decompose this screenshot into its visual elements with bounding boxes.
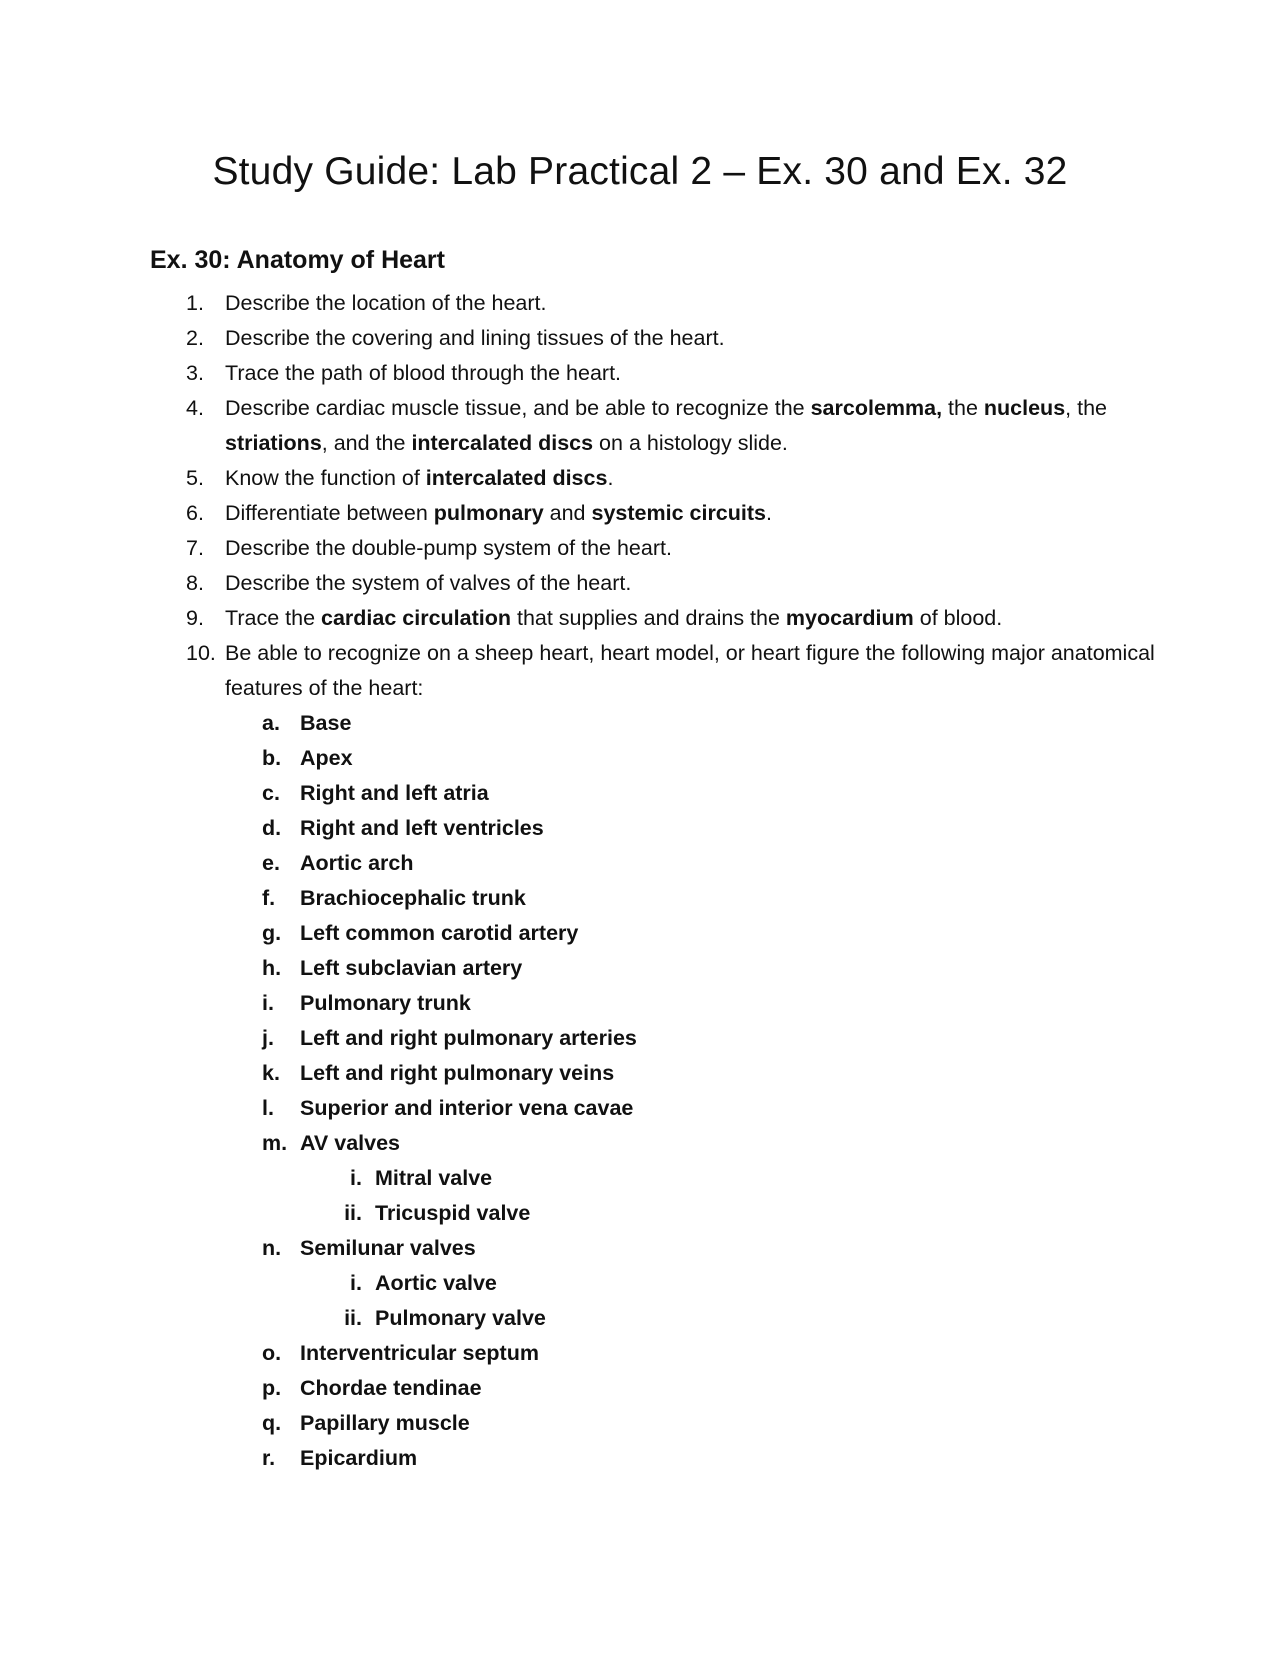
subfeature-label: Pulmonary valve [375, 1306, 546, 1330]
feature-letter: h. [262, 956, 282, 980]
feature-item [225, 951, 1180, 986]
feature-item [225, 986, 1180, 1021]
question-number: 3. [186, 361, 204, 385]
study-question [0, 391, 1280, 461]
study-question [0, 461, 1280, 496]
study-question [0, 566, 1280, 601]
subfeature-list [300, 1161, 1180, 1231]
feature-label: AV valves [300, 1131, 401, 1155]
key-term: intercalated discs [425, 466, 608, 490]
feature-item [225, 811, 1180, 846]
subfeature-list [300, 1266, 1180, 1336]
subfeature-numeral: i. [350, 1166, 362, 1190]
feature-letter: p. [262, 1376, 282, 1400]
question-number: 6. [186, 501, 204, 525]
key-term: intercalated discs [411, 431, 594, 455]
text-segment: of blood. [913, 606, 1003, 630]
feature-letter: g. [262, 921, 282, 945]
question-text [225, 606, 1002, 630]
feature-item [225, 1091, 1180, 1126]
question-text [225, 501, 772, 525]
study-question [0, 321, 1280, 356]
text-segment: , and the [321, 431, 412, 455]
feature-item [225, 1021, 1180, 1056]
text-segment: the [942, 396, 984, 420]
key-term: pulmonary [433, 501, 544, 525]
feature-item [225, 1336, 1180, 1371]
text-segment: Describe the covering and lining tissues of the heart. [225, 326, 725, 350]
feature-label: Epicardium [300, 1446, 418, 1470]
feature-item [225, 1406, 1180, 1441]
feature-list [225, 706, 1180, 1476]
text-segment: Describe cardiac muscle tissue, and be able to recognize the [225, 396, 811, 420]
question-text [225, 571, 631, 595]
feature-letter: j. [262, 1026, 274, 1050]
question-text [225, 361, 621, 385]
key-term: systemic circuits [591, 501, 766, 525]
study-question [0, 286, 1280, 321]
study-question [0, 531, 1280, 566]
text-segment: on a histology slide. [593, 431, 788, 455]
text-segment: that supplies and drains the [511, 606, 786, 630]
subfeature-item [300, 1161, 1180, 1196]
text-segment: and [543, 501, 592, 525]
subfeature-label: Mitral valve [375, 1166, 493, 1190]
feature-label: Aortic arch [300, 851, 414, 875]
feature-label: Right and left ventricles [300, 816, 544, 840]
key-term: myocardium [785, 606, 914, 630]
feature-letter: q. [262, 1411, 282, 1435]
study-question-list [0, 286, 1280, 1476]
subfeature-numeral: ii. [344, 1306, 362, 1330]
feature-item [225, 916, 1180, 951]
study-question [0, 636, 1280, 1476]
question-text [225, 536, 672, 560]
feature-letter: n. [262, 1236, 282, 1260]
key-term: nucleus [983, 396, 1066, 420]
feature-label: Papillary muscle [300, 1411, 470, 1435]
feature-item [225, 1231, 1180, 1336]
feature-label: Interventricular septum [300, 1341, 539, 1365]
question-text [225, 641, 1155, 700]
page-title: Study Guide: Lab Practical 2 – Ex. 30 and Ex. 32 [212, 150, 1068, 193]
text-segment: Know the function of [225, 466, 426, 490]
feature-label: Left and right pulmonary arteries [300, 1026, 637, 1050]
subfeature-numeral: ii. [344, 1201, 362, 1225]
feature-item [225, 776, 1180, 811]
text-segment: Describe the location of the heart. [225, 291, 547, 315]
text-segment: Trace the [225, 606, 321, 630]
key-term: sarcolemma, [810, 396, 943, 420]
feature-letter: c. [262, 781, 280, 805]
feature-letter: d. [262, 816, 282, 840]
feature-label: Left and right pulmonary veins [300, 1061, 615, 1085]
question-number: 2. [186, 326, 204, 350]
feature-label: Left common carotid artery [300, 921, 579, 945]
text-segment: . [766, 501, 772, 525]
feature-label: Pulmonary trunk [300, 991, 471, 1015]
feature-letter: o. [262, 1341, 282, 1365]
feature-letter: l. [262, 1096, 274, 1120]
feature-item [225, 881, 1180, 916]
question-number: 10. [186, 641, 216, 665]
subfeature-numeral: i. [350, 1271, 362, 1295]
feature-item [225, 1371, 1180, 1406]
subfeature-item [300, 1301, 1180, 1336]
text-segment: Describe the double-pump system of the heart. [225, 536, 672, 560]
feature-label: Apex [300, 746, 353, 770]
feature-item [225, 1056, 1180, 1091]
feature-label: Right and left atria [300, 781, 489, 805]
question-number: 9. [186, 606, 204, 630]
feature-letter: m. [262, 1131, 288, 1155]
text-segment: Differentiate between [225, 501, 434, 525]
text-segment: Be able to recognize on a sheep heart, heart model, or heart figure the following major anatomical features of the heart: [225, 641, 1155, 700]
question-number: 7. [186, 536, 204, 560]
feature-item [225, 1441, 1180, 1476]
text-segment: Describe the system of valves of the heart. [225, 571, 632, 595]
feature-letter: e. [262, 851, 280, 875]
text-segment: . [607, 466, 614, 490]
feature-letter: k. [262, 1061, 280, 1085]
feature-item [225, 846, 1180, 881]
question-number: 4. [186, 396, 204, 420]
subfeature-item [300, 1196, 1180, 1231]
subfeature-label: Tricuspid valve [375, 1201, 531, 1225]
question-number: 5. [186, 466, 204, 490]
feature-label: Superior and interior vena cavae [300, 1096, 634, 1120]
question-text [225, 291, 547, 315]
question-number: 8. [186, 571, 204, 595]
text-segment: , the [1065, 396, 1107, 420]
feature-letter: r. [262, 1446, 276, 1470]
feature-letter: b. [262, 746, 282, 770]
question-number: 1. [186, 291, 204, 315]
study-question [0, 496, 1280, 531]
feature-item [225, 741, 1180, 776]
question-text [225, 466, 613, 490]
key-term: striations [225, 431, 322, 455]
feature-label: Base [300, 711, 352, 735]
feature-label: Brachiocephalic trunk [300, 886, 526, 910]
key-term: cardiac circulation [321, 606, 511, 630]
feature-item [225, 706, 1180, 741]
subfeature-item [300, 1266, 1180, 1301]
question-text [225, 396, 1107, 455]
study-question [0, 601, 1280, 636]
feature-letter: f. [262, 886, 276, 910]
feature-label: Left subclavian artery [300, 956, 523, 980]
question-text [225, 326, 725, 350]
study-question [0, 356, 1280, 391]
feature-item [225, 1126, 1180, 1231]
text-segment: Trace the path of blood through the heart. [225, 361, 622, 385]
feature-letter: a. [262, 711, 280, 735]
feature-letter: i. [262, 991, 274, 1015]
feature-label: Semilunar valves [300, 1236, 476, 1260]
subfeature-label: Aortic valve [375, 1271, 497, 1295]
section-heading: Ex. 30: Anatomy of Heart [150, 246, 445, 274]
feature-label: Chordae tendinae [300, 1376, 482, 1400]
